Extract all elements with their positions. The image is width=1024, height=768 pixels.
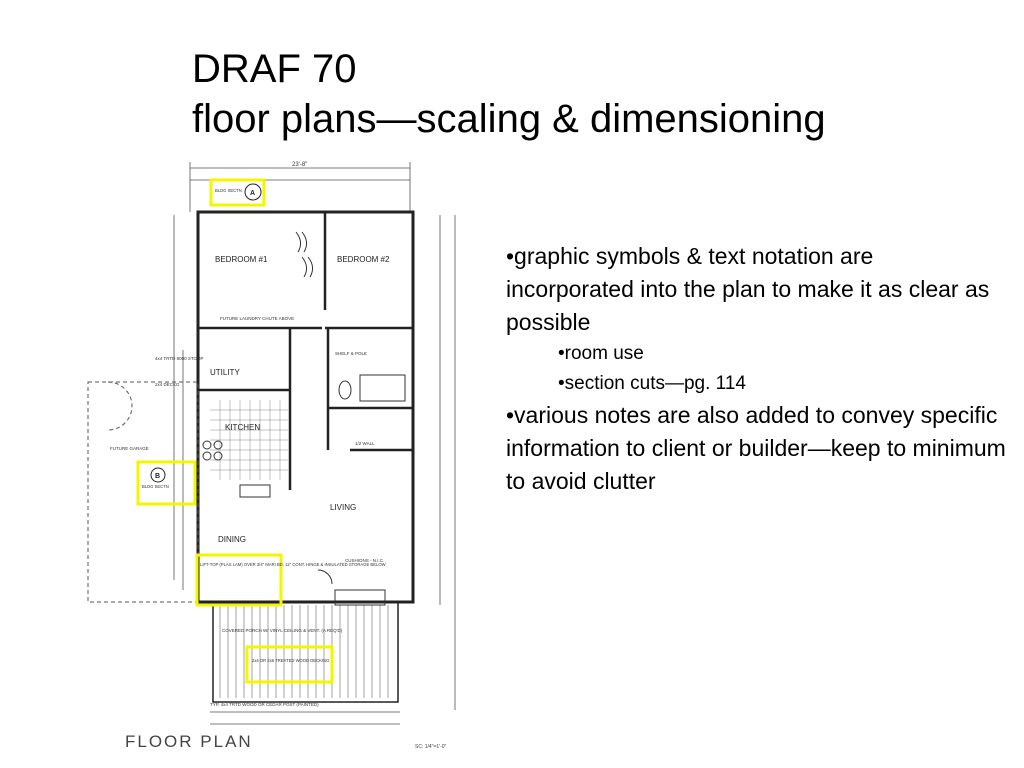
note-section-a: BLDG SECTN [215,188,242,193]
room-bedroom-1: BEDROOM #1 [215,255,268,264]
note-deck: 2x4 DECKG [155,382,180,387]
callout-a: A [250,190,256,197]
bullet-symbols-notation: •graphic symbols & text notation are incorporated into the plan to make it as clear as possible [506,243,990,335]
note-typ: TYP. 4x4 TRTD WOOD OR CEDAR POST (PAINTED) [210,702,319,707]
note-wall: 1/2 WALL [355,441,375,446]
note-cushions: CUSHIONS - N.I.C. [345,558,385,563]
floor-plan-svg [70,150,495,760]
note-garage: FUTURE GARAGE [110,446,149,451]
callout-b: B [155,473,161,480]
room-kitchen: KITCHEN [225,423,261,432]
room-utility: UTILITY [210,368,240,377]
bullet-room-use: •room use [558,343,644,364]
floor-plan-drawing [70,150,495,760]
note-section-b: BLDG SECTN [142,484,169,489]
note-post: 4x4 TRTD 8000 STOOP [155,356,204,361]
title-line-2: floor plans—scaling & dimensioning [192,97,826,141]
note-shelf: SHELF & POLE [335,351,368,356]
note-laundry: FUTURE LAUNDRY CHUTE ABOVE [220,316,295,321]
bullet-various-notes: •various notes are also added to convey specific information to client or builder—keep to minimum to avoid clutter [506,402,1006,494]
room-living: LIVING [330,503,357,512]
overall-dim-label: 23'-8" [292,162,308,168]
slide-title [192,44,826,144]
note-lift-top: LIFT-TOP (PLAS LAM) OVER 3/4" MARI BD. 12" CONT. HINGE & INSULATED STORAGE BELOW [200,562,386,567]
room-bedroom-2: BEDROOM #2 [337,255,390,264]
title-line-1: DRAF 70 [192,47,357,91]
bullet-list [506,240,1006,498]
bullet-section-cuts: •section cuts—pg. 114 [558,373,746,394]
note-decking: 2x4 OR 2x6 TREATED WOOD DECKING [252,658,330,663]
note-porch: COVERED PORCH W/ VINYL CEILING & VENT. (A REQ'D) [222,628,343,633]
floor-plan-scale: SC: 1/4"=1'-0" [415,744,447,750]
room-dining: DINING [218,535,246,544]
floor-plan-caption: FLOOR PLAN [125,732,253,751]
